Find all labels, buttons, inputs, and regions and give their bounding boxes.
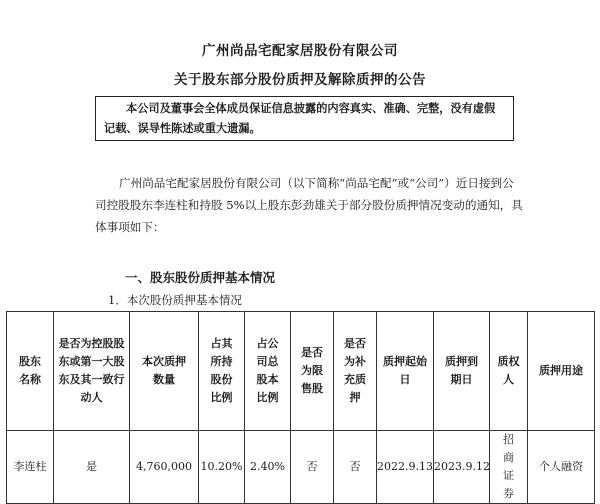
header-total-ratio: 占公司总股本比例: [245, 312, 291, 431]
header-supplementary: 是否为补充质押: [334, 312, 377, 431]
notice-title: 关于股东部分股份质押及解除质押的公告: [174, 72, 426, 88]
cell-shareholder: 李连柱: [7, 431, 54, 504]
header-start-date: 质押起始日: [377, 312, 434, 431]
subsection-heading: 1．本次股份质押基本情况: [108, 293, 242, 307]
table-header-row: [7, 312, 595, 431]
header-purpose: 质押用途: [528, 312, 595, 431]
cell-end-date: 2023.9.12: [434, 431, 490, 504]
header-pledgee: 质权人: [490, 312, 528, 431]
table-row: [7, 431, 595, 504]
disclaimer-box: [95, 96, 514, 141]
cell-restricted: 否: [291, 431, 334, 504]
intro-paragraph: 广州尚品宅配家居股份有限公司（以下简称“尚品宅配”或“公司”）近日接到公司控股股东李连柱和持股 5%以上股东彭劲雄关于部分股份质押情况变动的通知，具体事项如下：: [95, 176, 523, 234]
section-heading: 一、股东股份质押基本情况: [125, 270, 276, 285]
header-quantity: 本次质押数量: [130, 312, 199, 431]
cell-purpose: 个人融资: [528, 431, 595, 504]
header-restricted: 是否为限售股: [291, 312, 334, 431]
cell-start-date: 2022.9.13: [377, 431, 434, 504]
company-title: 广州尚品宅配家居股份有限公司: [202, 43, 398, 59]
header-controlling: 是否为控股股东或第一大股东及其一致行动人: [54, 312, 130, 431]
pledge-table: [6, 311, 595, 504]
header-shareholder: 股东名称: [7, 312, 54, 431]
header-end-date: 质押到期日: [434, 312, 490, 431]
cell-pledgee: 招商证券: [490, 431, 528, 504]
cell-controlling: 是: [54, 431, 130, 504]
cell-supplementary: 否: [334, 431, 377, 504]
disclaimer-text: 本公司及董事会全体成员保证信息披露的内容真实、准确、完整，没有虚假记载、误导性陈述或重大遗漏。: [104, 102, 496, 135]
cell-total-ratio: 2.40%: [245, 431, 291, 504]
cell-quantity: 4,760,000: [130, 431, 199, 504]
cell-held-ratio: 10.20%: [199, 431, 245, 504]
header-held-ratio: 占其所持股份比例: [199, 312, 245, 431]
